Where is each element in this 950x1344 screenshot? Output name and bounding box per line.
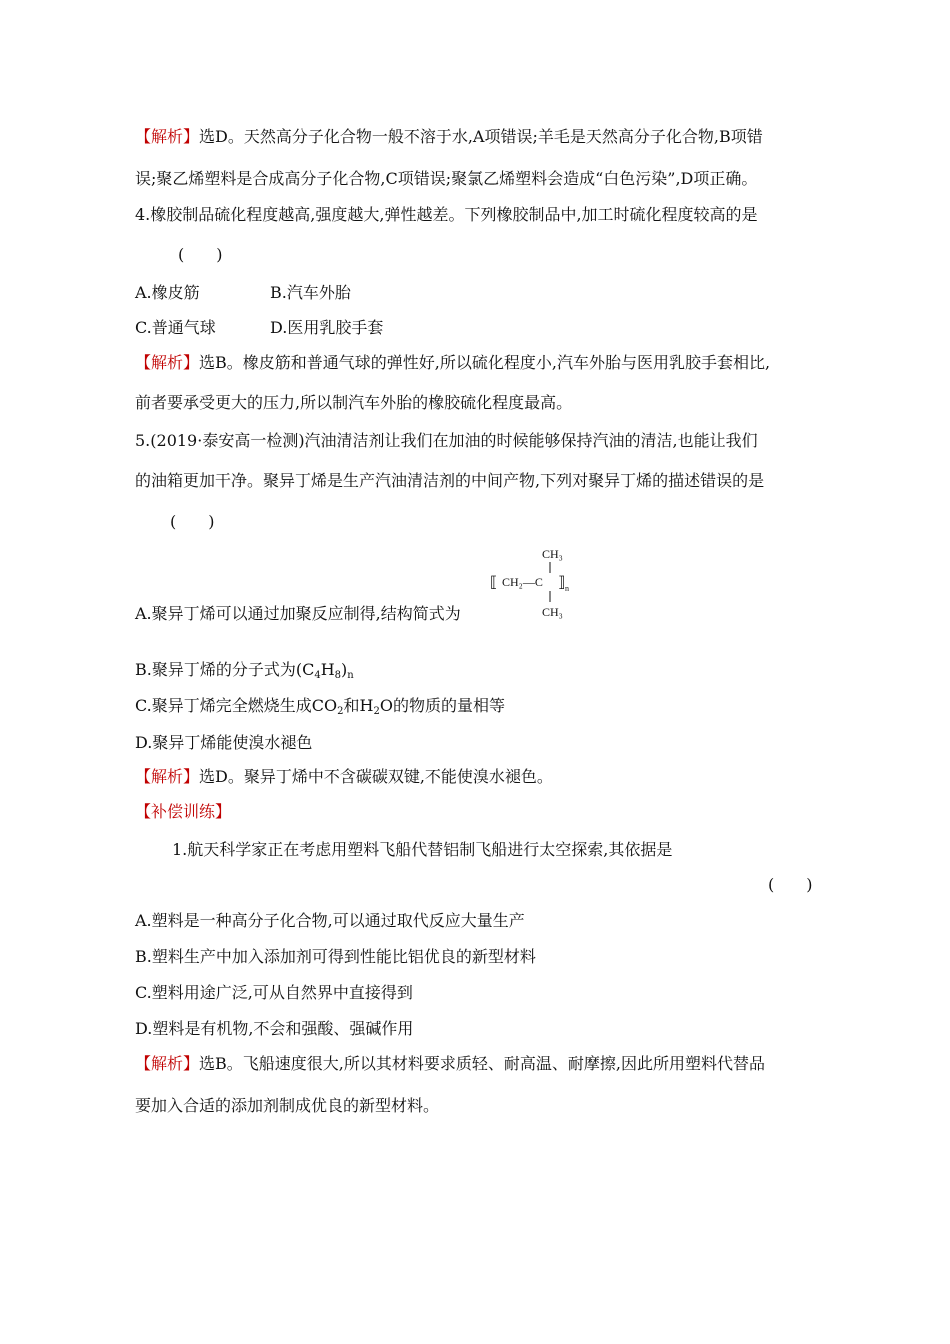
question-5-answer-blank: ( )	[170, 512, 215, 531]
formula-bracket-left: ⟦	[490, 575, 498, 591]
option-c-text: C.聚异丁烯完全燃烧生成CO	[135, 696, 338, 715]
compensation-question-1-option-b: B.塑料生产中加入添加剂可得到性能比铝优良的新型材料	[135, 947, 536, 966]
compensation-question-1-analysis	[135, 1054, 765, 1074]
option-b-text: B.聚异丁烯的分子式为(C	[135, 660, 315, 679]
question-4-option-d: D.医用乳胶手套	[270, 318, 384, 337]
formula-subscript-n: n	[565, 584, 569, 593]
analysis-tag: 【解析】	[135, 767, 200, 786]
analysis-text-line: 误;聚乙烯塑料是合成高分子化合物,C项错误;聚氯乙烯塑料会造成“白色污染”,D项正确。	[135, 169, 758, 188]
question-4-analysis-line2: 前者要承受更大的压力,所以制汽车外胎的橡胶硫化程度最高。	[135, 393, 573, 412]
question-4-option-a: A.橡皮筋	[135, 283, 200, 302]
question-4-analysis	[135, 353, 770, 373]
formula-bracket-right: ⟧	[558, 575, 566, 591]
analysis-tag: 【解析】	[135, 127, 200, 146]
analysis-text: 选D。天然高分子化合物一般不溶于水,A项错误;羊毛是天然高分子化合物,B项错	[199, 127, 763, 146]
subscript: 2	[373, 706, 380, 717]
analysis-tag: 【解析】	[135, 1054, 200, 1073]
compensation-question-1-answer-blank: ( )	[768, 875, 813, 894]
option-c-text: O的物质的量相等	[379, 696, 505, 715]
compensation-question-1-option-d: D.塑料是有机物,不会和强酸、强碱作用	[135, 1019, 414, 1038]
polyisobutylene-structural-formula	[488, 542, 588, 626]
question-4-option-c: C.普通气球	[135, 318, 216, 337]
option-c-text: 和H	[343, 696, 374, 715]
option-b-text: H	[320, 660, 335, 679]
question-5-option-d: D.聚异丁烯能使溴水褪色	[135, 733, 313, 752]
question-4-answer-blank: ( )	[178, 245, 223, 264]
analysis-text: 选B。飞船速度很大,所以其材料要求质轻、耐高温、耐摩擦,因此所用塑料代替品	[199, 1054, 765, 1073]
analysis-text: 选D。聚异丁烯中不含碳碳双键,不能使溴水褪色。	[199, 767, 553, 786]
subscript-n: n	[347, 670, 354, 681]
question-5-option-a: A.聚异丁烯可以通过加聚反应制得,结构简式为	[135, 604, 461, 623]
compensation-question-1-analysis-line2: 要加入合适的添加剂制成优良的新型材料。	[135, 1096, 440, 1115]
option-b-text: )	[341, 660, 348, 679]
question-5-option-b	[135, 660, 354, 680]
compensation-question-1-option-a: A.塑料是一种高分子化合物,可以通过取代反应大量生产	[135, 911, 525, 930]
question-4-stem: 4.橡胶制品硫化程度越高,强度越大,弹性越差。下列橡胶制品中,加工时硫化程度较高的是	[135, 205, 758, 224]
compensation-training-heading: 【补偿训练】	[135, 802, 232, 821]
compensation-question-1-stem: 1.航天科学家正在考虑用塑料飞船代替铝制飞船进行太空探索,其依据是	[172, 840, 673, 859]
question-5-stem-line1: 5.(2019·泰安高一检测)汽油清洁剂让我们在加油的时候能够保持汽油的清洁,也能让我们	[135, 431, 758, 450]
formula-ch3-top: CH₃	[542, 547, 563, 561]
question-5-option-c	[135, 696, 505, 716]
analysis-paragraph	[135, 127, 763, 147]
subscript: 4	[314, 670, 321, 681]
question-5-stem-line2: 的油箱更加干净。聚异丁烯是生产汽油清洁剂的中间产物,下列对聚异丁烯的描述错误的是	[135, 471, 765, 490]
analysis-tag: 【解析】	[135, 353, 200, 372]
compensation-question-1-option-c: C.塑料用途广泛,可从自然界中直接得到	[135, 983, 413, 1002]
analysis-text: 选B。橡皮筋和普通气球的弹性好,所以硫化程度小,汽车外胎与医用乳胶手套相比,	[199, 353, 771, 372]
formula-chain: CH₂—C	[502, 575, 543, 589]
formula-ch3-bottom: CH₃	[542, 605, 563, 619]
question-5-analysis	[135, 767, 553, 787]
question-4-option-b: B.汽车外胎	[270, 283, 351, 302]
subscript: 8	[334, 670, 342, 681]
subscript: 2	[337, 706, 344, 717]
